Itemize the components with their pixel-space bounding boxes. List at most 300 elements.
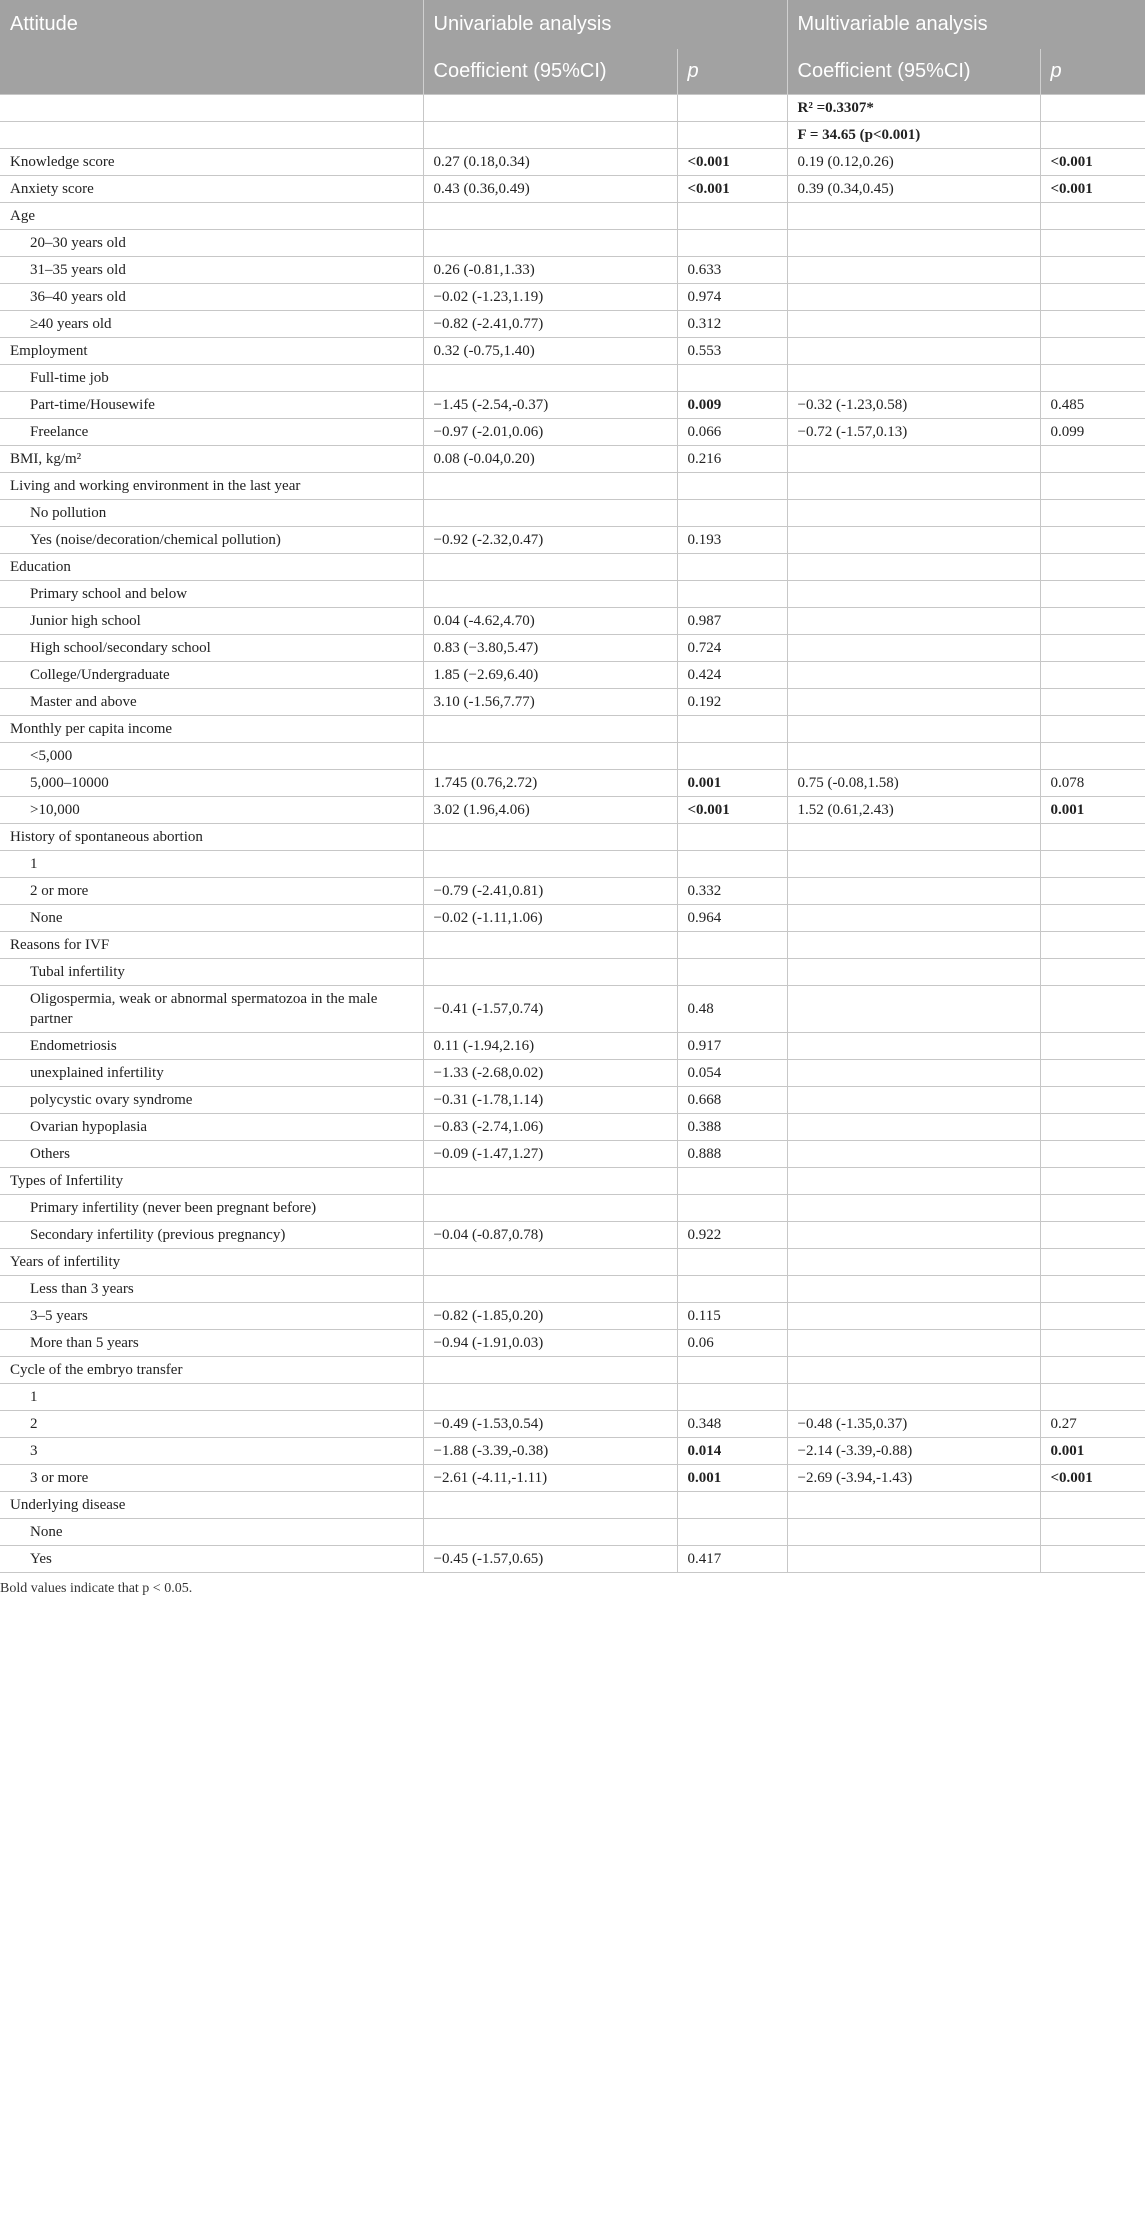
uni-coefficient: −0.92 (-2.32,0.47): [423, 527, 677, 554]
multi-p-value: [1040, 500, 1145, 527]
uni-p-value: 0.964: [677, 905, 787, 932]
multi-p-value: [1040, 284, 1145, 311]
multi-p-value: [1040, 554, 1145, 581]
multi-p-value: 0.001: [1040, 1438, 1145, 1465]
multi-p-value: [1040, 1114, 1145, 1141]
table-row: [0, 770, 1145, 797]
table-row: [0, 446, 1145, 473]
row-label: Living and working environment in the last year: [0, 473, 423, 500]
uni-p-value: [677, 716, 787, 743]
uni-p-value: <0.001: [677, 176, 787, 203]
multi-coefficient: 0.75 (-0.08,1.58): [787, 770, 1040, 797]
multi-p-value: [1040, 662, 1145, 689]
uni-coefficient: [423, 1519, 677, 1546]
multi-coefficient: [787, 338, 1040, 365]
uni-coefficient: [423, 932, 677, 959]
uni-p-value: 0.192: [677, 689, 787, 716]
table-row: [0, 689, 1145, 716]
multi-coefficient: [787, 1141, 1040, 1168]
multi-coefficient: R² =0.3307*: [787, 95, 1040, 122]
table-row: [0, 1330, 1145, 1357]
row-label: Monthly per capita income: [0, 716, 423, 743]
uni-p-value: [677, 473, 787, 500]
row-label: No pollution: [0, 500, 423, 527]
multi-p-value: [1040, 1141, 1145, 1168]
row-label: Freelance: [0, 419, 423, 446]
uni-p-value: <0.001: [677, 149, 787, 176]
multi-p-value: <0.001: [1040, 149, 1145, 176]
uni-coefficient: −0.04 (-0.87,0.78): [423, 1222, 677, 1249]
uni-p-value: [677, 851, 787, 878]
row-label: Ovarian hypoplasia: [0, 1114, 423, 1141]
uni-coefficient: −0.97 (-2.01,0.06): [423, 419, 677, 446]
row-label: >10,000: [0, 797, 423, 824]
row-label: [0, 95, 423, 122]
multi-coefficient: [787, 581, 1040, 608]
uni-p-value: 0.917: [677, 1033, 787, 1060]
uni-p-value: 0.001: [677, 1465, 787, 1492]
multi-p-value: [1040, 1492, 1145, 1519]
row-label: 1: [0, 1384, 423, 1411]
multi-coefficient: [787, 689, 1040, 716]
uni-p-value: 0.312: [677, 311, 787, 338]
row-label: More than 5 years: [0, 1330, 423, 1357]
table-row: [0, 1195, 1145, 1222]
row-label: 1: [0, 851, 423, 878]
row-label: Primary school and below: [0, 581, 423, 608]
uni-coefficient: [423, 716, 677, 743]
row-label: Education: [0, 554, 423, 581]
multi-coefficient: −0.32 (-1.23,0.58): [787, 392, 1040, 419]
uni-coefficient: −0.94 (-1.91,0.03): [423, 1330, 677, 1357]
uni-coefficient: 1.745 (0.76,2.72): [423, 770, 677, 797]
uni-coefficient: [423, 851, 677, 878]
uni-coefficient: [423, 95, 677, 122]
uni-coefficient: 0.83 (−3.80,5.47): [423, 635, 677, 662]
row-label: Part-time/Housewife: [0, 392, 423, 419]
row-label: Full-time job: [0, 365, 423, 392]
header-p-multi: p: [1040, 49, 1145, 95]
multi-p-value: [1040, 1303, 1145, 1330]
row-label: None: [0, 1519, 423, 1546]
multi-coefficient: −2.69 (-3.94,-1.43): [787, 1465, 1040, 1492]
uni-coefficient: 3.02 (1.96,4.06): [423, 797, 677, 824]
uni-p-value: [677, 824, 787, 851]
multi-p-value: [1040, 1060, 1145, 1087]
table-row: [0, 959, 1145, 986]
table-row: [0, 824, 1145, 851]
header-coef-multi: Coefficient (95%CI): [787, 49, 1040, 95]
row-label: ≥40 years old: [0, 311, 423, 338]
row-label: 31–35 years old: [0, 257, 423, 284]
uni-p-value: 0.001: [677, 770, 787, 797]
multi-coefficient: [787, 257, 1040, 284]
table-row: [0, 257, 1145, 284]
uni-coefficient: [423, 1357, 677, 1384]
uni-p-value: [677, 581, 787, 608]
multi-p-value: [1040, 689, 1145, 716]
row-label: Junior high school: [0, 608, 423, 635]
uni-p-value: [677, 1276, 787, 1303]
table-row: [0, 1357, 1145, 1384]
table-row: [0, 554, 1145, 581]
multi-coefficient: [787, 716, 1040, 743]
uni-coefficient: −1.33 (-2.68,0.02): [423, 1060, 677, 1087]
multi-coefficient: [787, 1114, 1040, 1141]
table-row: [0, 1465, 1145, 1492]
multi-p-value: [1040, 986, 1145, 1033]
table-row: [0, 635, 1145, 662]
row-label: BMI, kg/m²: [0, 446, 423, 473]
table-row: [0, 203, 1145, 230]
multi-p-value: [1040, 95, 1145, 122]
multi-p-value: [1040, 1519, 1145, 1546]
uni-p-value: [677, 1519, 787, 1546]
uni-coefficient: 0.08 (-0.04,0.20): [423, 446, 677, 473]
multi-p-value: [1040, 446, 1145, 473]
uni-p-value: 0.633: [677, 257, 787, 284]
row-label: Master and above: [0, 689, 423, 716]
uni-coefficient: [423, 500, 677, 527]
multi-coefficient: 0.39 (0.34,0.45): [787, 176, 1040, 203]
multi-coefficient: 0.19 (0.12,0.26): [787, 149, 1040, 176]
row-label: None: [0, 905, 423, 932]
multi-coefficient: [787, 851, 1040, 878]
multi-coefficient: [787, 662, 1040, 689]
multi-coefficient: [787, 1060, 1040, 1087]
row-label: Less than 3 years: [0, 1276, 423, 1303]
row-label: Reasons for IVF: [0, 932, 423, 959]
uni-coefficient: −0.82 (-2.41,0.77): [423, 311, 677, 338]
multi-p-value: [1040, 905, 1145, 932]
uni-p-value: [677, 1384, 787, 1411]
row-label: Endometriosis: [0, 1033, 423, 1060]
uni-coefficient: −0.02 (-1.23,1.19): [423, 284, 677, 311]
table-row: [0, 95, 1145, 122]
row-label: History of spontaneous abortion: [0, 824, 423, 851]
table-row: [0, 365, 1145, 392]
multi-p-value: [1040, 959, 1145, 986]
uni-p-value: [677, 203, 787, 230]
uni-p-value: 0.388: [677, 1114, 787, 1141]
uni-p-value: [677, 1168, 787, 1195]
multi-p-value: [1040, 1357, 1145, 1384]
uni-coefficient: −0.31 (-1.78,1.14): [423, 1087, 677, 1114]
multi-coefficient: [787, 527, 1040, 554]
multi-p-value: 0.078: [1040, 770, 1145, 797]
row-label: Yes (noise/decoration/chemical pollution): [0, 527, 423, 554]
row-label: 2: [0, 1411, 423, 1438]
header-multivariable: Multivariable analysis: [787, 0, 1145, 49]
multi-coefficient: [787, 743, 1040, 770]
multi-coefficient: [787, 986, 1040, 1033]
table-header: [0, 0, 1145, 95]
row-label: polycystic ovary syndrome: [0, 1087, 423, 1114]
multi-p-value: [1040, 527, 1145, 554]
multi-p-value: [1040, 1546, 1145, 1573]
multi-p-value: [1040, 257, 1145, 284]
uni-p-value: 0.922: [677, 1222, 787, 1249]
multi-p-value: [1040, 230, 1145, 257]
uni-p-value: [677, 743, 787, 770]
uni-coefficient: [423, 1384, 677, 1411]
table-row: [0, 608, 1145, 635]
table-row: [0, 1276, 1145, 1303]
row-label: unexplained infertility: [0, 1060, 423, 1087]
row-label: 36–40 years old: [0, 284, 423, 311]
multi-p-value: [1040, 608, 1145, 635]
row-label: Yes: [0, 1546, 423, 1573]
table-row: [0, 1114, 1145, 1141]
table-row: [0, 230, 1145, 257]
uni-coefficient: [423, 743, 677, 770]
row-label: 5,000–10000: [0, 770, 423, 797]
multi-coefficient: [787, 1087, 1040, 1114]
uni-p-value: 0.332: [677, 878, 787, 905]
uni-p-value: [677, 1195, 787, 1222]
multi-coefficient: −0.48 (-1.35,0.37): [787, 1411, 1040, 1438]
row-label: 3: [0, 1438, 423, 1465]
uni-p-value: 0.987: [677, 608, 787, 635]
header-univariable: Univariable analysis: [423, 0, 787, 49]
multi-p-value: [1040, 311, 1145, 338]
multi-coefficient: [787, 1276, 1040, 1303]
table-row: [0, 311, 1145, 338]
uni-p-value: 0.724: [677, 635, 787, 662]
uni-p-value: [677, 1357, 787, 1384]
multi-coefficient: [787, 1546, 1040, 1573]
multi-coefficient: [787, 1195, 1040, 1222]
multi-p-value: [1040, 716, 1145, 743]
uni-p-value: 0.888: [677, 1141, 787, 1168]
row-label: Types of Infertility: [0, 1168, 423, 1195]
row-label: Employment: [0, 338, 423, 365]
uni-coefficient: [423, 554, 677, 581]
multi-coefficient: [787, 905, 1040, 932]
table-row: [0, 1438, 1145, 1465]
uni-coefficient: −2.61 (-4.11,-1.11): [423, 1465, 677, 1492]
row-label: College/Undergraduate: [0, 662, 423, 689]
row-label: Cycle of the embryo transfer: [0, 1357, 423, 1384]
row-label: Underlying disease: [0, 1492, 423, 1519]
uni-coefficient: [423, 1195, 677, 1222]
multi-coefficient: [787, 1033, 1040, 1060]
row-label: Age: [0, 203, 423, 230]
header-attitude: Attitude: [0, 0, 423, 49]
table-row: [0, 1411, 1145, 1438]
table-row: [0, 797, 1145, 824]
multi-p-value: 0.099: [1040, 419, 1145, 446]
multi-p-value: [1040, 635, 1145, 662]
uni-coefficient: [423, 959, 677, 986]
uni-p-value: [677, 500, 787, 527]
multi-p-value: [1040, 1195, 1145, 1222]
table-row: [0, 473, 1145, 500]
uni-p-value: [677, 959, 787, 986]
table-row: [0, 1303, 1145, 1330]
row-label: Knowledge score: [0, 149, 423, 176]
uni-coefficient: 0.04 (-4.62,4.70): [423, 608, 677, 635]
uni-p-value: 0.066: [677, 419, 787, 446]
uni-coefficient: −1.45 (-2.54,-0.37): [423, 392, 677, 419]
uni-p-value: 0.424: [677, 662, 787, 689]
uni-p-value: [677, 932, 787, 959]
footnote: Bold values indicate that p < 0.05.: [0, 1581, 193, 1596]
multi-p-value: [1040, 878, 1145, 905]
multi-p-value: [1040, 365, 1145, 392]
multi-coefficient: [787, 1492, 1040, 1519]
table-body: [0, 95, 1145, 1573]
uni-coefficient: 3.10 (-1.56,7.77): [423, 689, 677, 716]
multi-p-value: [1040, 1276, 1145, 1303]
uni-coefficient: [423, 581, 677, 608]
table-row: [0, 1546, 1145, 1573]
uni-coefficient: [423, 824, 677, 851]
multi-coefficient: [787, 959, 1040, 986]
uni-p-value: 0.193: [677, 527, 787, 554]
multi-p-value: [1040, 1249, 1145, 1276]
multi-coefficient: F = 34.65 (p<0.001): [787, 122, 1040, 149]
table-row: [0, 1168, 1145, 1195]
row-label: <5,000: [0, 743, 423, 770]
row-label: High school/secondary school: [0, 635, 423, 662]
row-label: Others: [0, 1141, 423, 1168]
table-row: [0, 905, 1145, 932]
multi-p-value: 0.27: [1040, 1411, 1145, 1438]
table-row: [0, 1222, 1145, 1249]
uni-p-value: 0.348: [677, 1411, 787, 1438]
uni-coefficient: [423, 365, 677, 392]
table-row: [0, 122, 1145, 149]
multi-coefficient: [787, 554, 1040, 581]
multi-p-value: [1040, 122, 1145, 149]
table-row: [0, 284, 1145, 311]
uni-coefficient: 0.26 (-0.81,1.33): [423, 257, 677, 284]
multi-coefficient: [787, 230, 1040, 257]
row-label: Tubal infertility: [0, 959, 423, 986]
uni-coefficient: −0.09 (-1.47,1.27): [423, 1141, 677, 1168]
uni-coefficient: [423, 122, 677, 149]
table-row: [0, 851, 1145, 878]
uni-p-value: [677, 230, 787, 257]
multi-p-value: <0.001: [1040, 1465, 1145, 1492]
uni-p-value: [677, 365, 787, 392]
row-label: Secondary infertility (previous pregnancy): [0, 1222, 423, 1249]
multi-p-value: [1040, 743, 1145, 770]
uni-p-value: 0.054: [677, 1060, 787, 1087]
multi-p-value: [1040, 851, 1145, 878]
table-row: [0, 500, 1145, 527]
uni-coefficient: −0.02 (-1.11,1.06): [423, 905, 677, 932]
multi-coefficient: 1.52 (0.61,2.43): [787, 797, 1040, 824]
multi-coefficient: [787, 500, 1040, 527]
multi-p-value: 0.001: [1040, 797, 1145, 824]
uni-p-value: [677, 554, 787, 581]
row-label: 3 or more: [0, 1465, 423, 1492]
uni-coefficient: [423, 230, 677, 257]
uni-p-value: 0.06: [677, 1330, 787, 1357]
uni-p-value: 0.48: [677, 986, 787, 1033]
row-label: 3–5 years: [0, 1303, 423, 1330]
uni-coefficient: 0.32 (-0.75,1.40): [423, 338, 677, 365]
uni-p-value: 0.014: [677, 1438, 787, 1465]
uni-p-value: 0.216: [677, 446, 787, 473]
table-row: [0, 1141, 1145, 1168]
multi-coefficient: [787, 446, 1040, 473]
uni-coefficient: 0.43 (0.36,0.49): [423, 176, 677, 203]
multi-coefficient: [787, 824, 1040, 851]
multi-coefficient: [787, 473, 1040, 500]
table-row: [0, 1492, 1145, 1519]
uni-coefficient: 0.27 (0.18,0.34): [423, 149, 677, 176]
uni-coefficient: −0.49 (-1.53,0.54): [423, 1411, 677, 1438]
uni-coefficient: 1.85 (−2.69,6.40): [423, 662, 677, 689]
uni-p-value: <0.001: [677, 797, 787, 824]
table-row: [0, 1384, 1145, 1411]
uni-coefficient: 0.11 (-1.94,2.16): [423, 1033, 677, 1060]
multi-p-value: [1040, 338, 1145, 365]
multi-coefficient: [787, 1384, 1040, 1411]
table-row: [0, 1033, 1145, 1060]
row-label: Primary infertility (never been pregnant before): [0, 1195, 423, 1222]
multi-coefficient: [787, 878, 1040, 905]
uni-coefficient: [423, 1168, 677, 1195]
multi-p-value: 0.485: [1040, 392, 1145, 419]
table-row: [0, 527, 1145, 554]
table-row: [0, 662, 1145, 689]
table-row: [0, 986, 1145, 1033]
uni-coefficient: −0.79 (-2.41,0.81): [423, 878, 677, 905]
multi-coefficient: [787, 1168, 1040, 1195]
table-row: [0, 743, 1145, 770]
multi-p-value: [1040, 1168, 1145, 1195]
multi-p-value: [1040, 203, 1145, 230]
multi-p-value: [1040, 581, 1145, 608]
multi-coefficient: [787, 635, 1040, 662]
uni-p-value: [677, 95, 787, 122]
multi-p-value: [1040, 932, 1145, 959]
multi-coefficient: [787, 1303, 1040, 1330]
table-row: [0, 149, 1145, 176]
multi-p-value: [1040, 1330, 1145, 1357]
multi-coefficient: [787, 1222, 1040, 1249]
uni-coefficient: −0.82 (-1.85,0.20): [423, 1303, 677, 1330]
row-label: Years of infertility: [0, 1249, 423, 1276]
table-row: [0, 716, 1145, 743]
multi-coefficient: [787, 311, 1040, 338]
multi-p-value: [1040, 824, 1145, 851]
uni-p-value: [677, 1492, 787, 1519]
multi-coefficient: [787, 1357, 1040, 1384]
uni-p-value: 0.553: [677, 338, 787, 365]
multi-p-value: [1040, 1384, 1145, 1411]
table-row: [0, 878, 1145, 905]
uni-p-value: 0.115: [677, 1303, 787, 1330]
row-label: 2 or more: [0, 878, 423, 905]
table-row: [0, 176, 1145, 203]
table-row: [0, 1249, 1145, 1276]
uni-p-value: 0.668: [677, 1087, 787, 1114]
uni-coefficient: −0.41 (-1.57,0.74): [423, 986, 677, 1033]
row-label: [0, 122, 423, 149]
uni-p-value: [677, 122, 787, 149]
uni-p-value: 0.009: [677, 392, 787, 419]
header-p-uni: p: [677, 49, 787, 95]
table-row: [0, 338, 1145, 365]
uni-coefficient: −0.83 (-2.74,1.06): [423, 1114, 677, 1141]
uni-coefficient: [423, 1492, 677, 1519]
multi-p-value: <0.001: [1040, 176, 1145, 203]
